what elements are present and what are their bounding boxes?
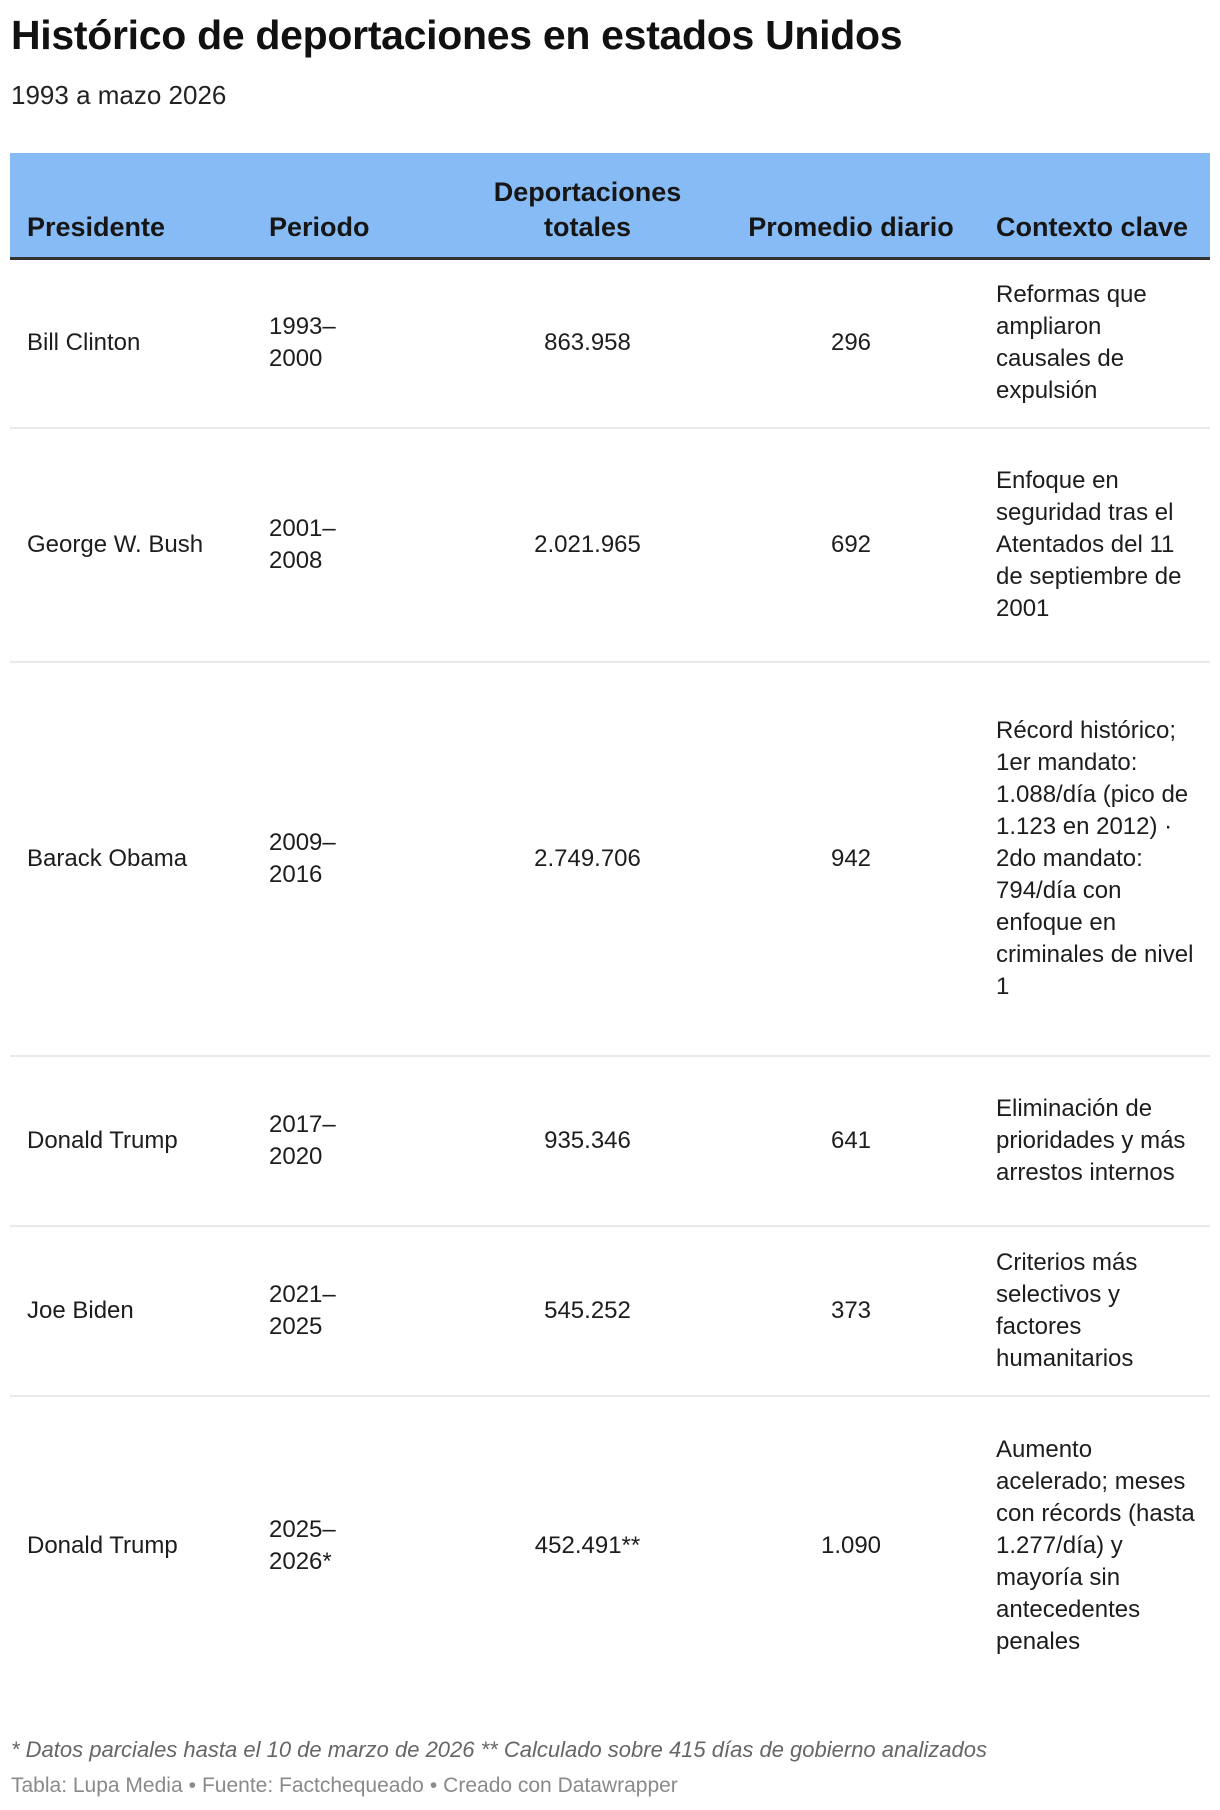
- table-row: [10, 1396, 1210, 1694]
- column-header-presidente[interactable]: Presidente: [10, 153, 252, 258]
- cell-deportaciones-totales: 2.749.706: [452, 662, 723, 1056]
- cell-deportaciones-totales: 935.346: [452, 1056, 723, 1226]
- cell-periodo: 2017–2020: [252, 1056, 452, 1226]
- cell-periodo: 2021–2025: [252, 1226, 452, 1396]
- cell-promedio-diario: 942: [723, 662, 979, 1056]
- column-header-deportaciones-totales[interactable]: Deportaciones totales: [452, 153, 723, 258]
- footnote: * Datos parciales hasta el 10 de marzo de 2026 ** Calculado sobre 415 días de gobierno analizados: [11, 1737, 987, 1762]
- column-header-promedio-diario[interactable]: Promedio diario: [723, 153, 979, 258]
- cell-presidente: Barack Obama: [10, 662, 252, 1056]
- table-row: [10, 662, 1210, 1056]
- cell-presidente: George W. Bush: [10, 428, 252, 662]
- cell-deportaciones-totales: 863.958: [452, 258, 723, 428]
- table-row: [10, 258, 1210, 428]
- cell-promedio-diario: 296: [723, 258, 979, 428]
- cell-deportaciones-totales: 2.021.965: [452, 428, 723, 662]
- table-row: [10, 1056, 1210, 1226]
- table-row: [10, 428, 1210, 662]
- cell-contexto-clave: Reformas que ampliaron causales de expulsión: [979, 258, 1210, 428]
- cell-contexto-clave: Récord histórico; 1er mandato: 1.088/día (pico de 1.123 en 2012) · 2do mandato: 794/día con enfoque en criminales de nivel 1: [979, 662, 1210, 1056]
- cell-presidente: Joe Biden: [10, 1226, 252, 1396]
- column-header-periodo[interactable]: Periodo: [252, 153, 452, 258]
- cell-contexto-clave: Criterios más selectivos y factores humanitarios: [979, 1226, 1210, 1396]
- table-body: [10, 258, 1210, 1694]
- credit-separator: •: [429, 1774, 438, 1797]
- cell-promedio-diario: 692: [723, 428, 979, 662]
- cell-periodo: 2001–2008: [252, 428, 452, 662]
- cell-promedio-diario: 1.090: [820, 1531, 882, 1559]
- table-header: [10, 153, 1210, 258]
- cell-contexto-clave: Eliminación de prioridades y más arrestos internos: [979, 1056, 1210, 1226]
- credit-table-by: Tabla: Lupa Media: [11, 1774, 183, 1797]
- cell-contexto-clave: Enfoque en seguridad tras el Atentados del 11 de septiembre de 2001: [979, 428, 1210, 662]
- cell-presidente: Donald Trump: [27, 1531, 178, 1559]
- cell-presidente: Donald Trump: [10, 1056, 252, 1226]
- column-header-contexto-clave[interactable]: Contexto clave: [979, 153, 1210, 258]
- cell-deportaciones-totales: 545.252: [452, 1226, 723, 1396]
- cell-periodo: 2009–2016: [252, 662, 452, 1056]
- cell-promedio-diario: 373: [723, 1226, 979, 1396]
- cell-deportaciones-totales: 452.491**: [534, 1531, 641, 1559]
- cell-periodo: 2025–2026*: [269, 1515, 336, 1575]
- page-subtitle: 1993 a mazo 2026: [11, 80, 227, 110]
- credit-separator: •: [188, 1774, 196, 1797]
- deportations-table: [10, 153, 1210, 1694]
- credit-created-with[interactable]: Creado con Datawrapper: [443, 1774, 678, 1797]
- credit-source: Fuente: Factchequeado: [201, 1774, 424, 1797]
- credits-line: [11, 1772, 678, 1800]
- cell-presidente: Bill Clinton: [10, 258, 252, 428]
- cell-contexto-clave: Aumento acelerado; meses con récords (hasta 1.277/día) y mayoría sin antecedentes penales: [996, 1435, 1195, 1655]
- table-row: [10, 1226, 1210, 1396]
- cell-promedio-diario: 641: [723, 1056, 979, 1226]
- cell-periodo: 1993–2000: [252, 258, 452, 428]
- page-title: Histórico de deportaciones en estados Unidos: [11, 12, 903, 58]
- header-row: [10, 153, 1210, 258]
